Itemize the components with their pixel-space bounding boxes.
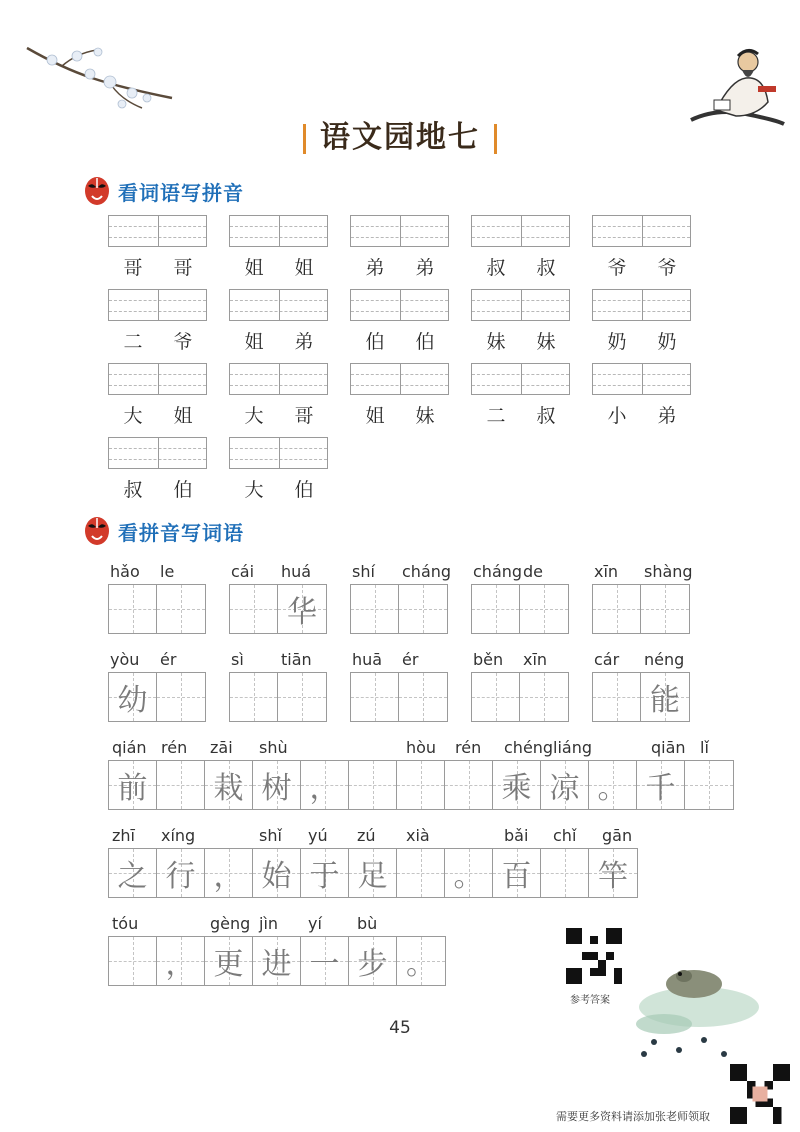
word-char: 叔	[486, 257, 506, 279]
box-divider	[642, 216, 643, 246]
word-char: 大	[123, 405, 143, 427]
hint-character: 幼	[117, 683, 148, 718]
pinyin-label: huá	[281, 562, 312, 581]
character-cell[interactable]	[157, 849, 205, 897]
title-text: 语文园地七	[320, 120, 480, 155]
box-divider	[158, 438, 159, 468]
word-char: 爷	[173, 331, 193, 353]
word-char: 妹	[536, 331, 556, 353]
word-char: 姐	[294, 257, 314, 279]
word-label	[592, 401, 692, 428]
hint-character: 于	[309, 859, 340, 894]
word-char: 哥	[294, 405, 314, 427]
pinyin-label: tiān	[281, 650, 312, 669]
box-divider	[279, 438, 280, 468]
hint-character: 更	[213, 947, 244, 982]
word-char: 妹	[486, 331, 506, 353]
frog-on-lotus-icon	[624, 962, 774, 1062]
pinyin-label: gān	[602, 826, 633, 845]
box-divider	[400, 364, 401, 394]
pinyin-writing-box[interactable]	[108, 437, 207, 469]
word-char: 哥	[123, 257, 143, 279]
hint-character: 竿	[598, 859, 628, 894]
plum-blossom-branch-icon	[22, 38, 182, 113]
word-char: 弟	[294, 331, 314, 353]
hint-character: 能	[650, 683, 680, 718]
pinyin-label: le	[160, 562, 175, 581]
word-char: 姐	[244, 257, 264, 279]
pinyin-writing-box[interactable]	[592, 289, 691, 321]
pinyin-label: cár	[594, 650, 620, 669]
hint-character: ，	[213, 859, 244, 894]
word-label	[108, 401, 208, 428]
word-char: 二	[123, 331, 143, 353]
pinyin-writing-box[interactable]	[229, 437, 328, 469]
word-label	[471, 401, 571, 428]
pinyin-label: xīn	[594, 562, 619, 581]
word-label	[108, 475, 208, 502]
character-cell[interactable]	[399, 673, 447, 721]
hint-character: 之	[117, 859, 148, 894]
character-cell[interactable]	[109, 761, 157, 809]
pinyin-label: yí	[308, 914, 322, 933]
word-label	[108, 253, 208, 280]
pinyin-writing-box[interactable]	[471, 289, 570, 321]
character-grid	[350, 672, 448, 722]
word-char: 伯	[294, 479, 314, 501]
pinyin-writing-box[interactable]	[108, 215, 207, 247]
sentence-grid	[108, 760, 734, 810]
pinyin-label: yòu	[110, 650, 140, 669]
bottom-note: 需要更多资料请添加张老师领取	[556, 1110, 710, 1123]
hint-character: 华	[287, 595, 317, 630]
character-cell[interactable]	[593, 673, 641, 721]
character-cell[interactable]	[109, 937, 157, 985]
box-divider	[279, 290, 280, 320]
pinyin-writing-box[interactable]	[471, 363, 570, 395]
pinyin-writing-box[interactable]	[350, 363, 449, 395]
character-grid	[471, 584, 569, 634]
word-char: 伯	[415, 331, 435, 353]
character-cell[interactable]	[349, 849, 397, 897]
qr-code-icon	[566, 928, 622, 984]
pinyin-writing-box[interactable]	[592, 363, 691, 395]
pinyin-label: gèng	[210, 914, 251, 933]
hint-character: 乘	[501, 771, 532, 806]
sentence-grid	[108, 848, 638, 898]
word-char: 叔	[536, 257, 556, 279]
section-heading: 看拼音写词语	[118, 520, 244, 545]
character-cell[interactable]	[109, 673, 157, 721]
pinyin-label: hòu	[406, 738, 437, 757]
box-divider	[279, 216, 280, 246]
character-cell[interactable]	[109, 585, 157, 633]
word-label	[108, 327, 208, 354]
character-grid	[592, 672, 690, 722]
hint-character: 。	[406, 947, 436, 982]
character-cell[interactable]	[397, 761, 445, 809]
character-cell[interactable]	[349, 937, 397, 985]
hint-character: 行	[165, 859, 196, 894]
character-cell[interactable]	[157, 673, 205, 721]
character-cell[interactable]	[637, 761, 685, 809]
hint-character: 始	[261, 859, 292, 894]
box-divider	[279, 364, 280, 394]
character-cell[interactable]	[253, 849, 301, 897]
character-cell[interactable]	[445, 849, 493, 897]
box-divider	[158, 216, 159, 246]
pinyin-writing-box[interactable]	[471, 215, 570, 247]
pinyin-label: cháng	[473, 562, 523, 581]
word-label	[350, 401, 450, 428]
word-label	[592, 327, 692, 354]
character-grid	[592, 584, 690, 634]
word-char: 大	[244, 479, 264, 501]
hint-character: 。	[597, 771, 628, 806]
character-cell[interactable]	[157, 585, 205, 633]
pinyin-label: xíng	[161, 826, 196, 845]
box-divider	[642, 290, 643, 320]
pinyin-label: sì	[231, 650, 244, 669]
word-label	[471, 327, 571, 354]
character-cell[interactable]	[301, 761, 349, 809]
pinyin-label: liáng	[553, 738, 592, 757]
pinyin-writing-box[interactable]	[229, 363, 328, 395]
pinyin-label: shǐ	[259, 826, 282, 845]
pinyin-label: chǐ	[553, 826, 577, 845]
pinyin-label: zhī	[112, 826, 135, 845]
word-char: 姐	[365, 405, 385, 427]
character-cell[interactable]	[541, 761, 589, 809]
word-char: 弟	[415, 257, 435, 279]
word-char: 大	[244, 405, 264, 427]
pinyin-label: yú	[308, 826, 328, 845]
character-cell[interactable]	[399, 585, 447, 633]
character-cell[interactable]	[493, 761, 541, 809]
pinyin-writing-box[interactable]	[108, 363, 207, 395]
qr-caption: 参考答案	[570, 995, 610, 1006]
character-cell[interactable]	[541, 849, 589, 897]
character-cell[interactable]	[253, 937, 301, 985]
pinyin-label: qiān	[651, 738, 686, 757]
character-grid	[350, 584, 448, 634]
pinyin-label: bù	[357, 914, 378, 933]
character-cell[interactable]	[278, 673, 326, 721]
word-label	[229, 401, 329, 428]
pinyin-label: cái	[231, 562, 255, 581]
character-cell[interactable]	[109, 849, 157, 897]
word-char: 姐	[244, 331, 264, 353]
hint-character: 千	[645, 771, 676, 806]
pinyin-label: tóu	[112, 914, 139, 933]
character-cell[interactable]	[589, 849, 637, 897]
word-char: 爷	[657, 257, 677, 279]
character-cell[interactable]	[278, 585, 326, 633]
pinyin-label: bǎi	[504, 826, 529, 845]
hint-character: 栽	[213, 771, 244, 806]
title-bar-right	[494, 124, 497, 154]
page-title	[0, 112, 800, 156]
character-cell[interactable]	[397, 849, 445, 897]
word-char: 奶	[607, 331, 627, 353]
pinyin-writing-box[interactable]	[350, 215, 449, 247]
character-cell[interactable]	[520, 585, 568, 633]
sentence-grid	[108, 936, 446, 986]
section-heading: 看词语写拼音	[118, 180, 244, 205]
character-cell[interactable]	[685, 761, 733, 809]
section-header-1	[84, 176, 244, 206]
box-divider	[521, 364, 522, 394]
pinyin-label: zāi	[210, 738, 233, 757]
pinyin-label: lǐ	[700, 738, 709, 757]
word-label	[229, 253, 329, 280]
opera-mask-icon	[84, 516, 110, 546]
word-char: 小	[607, 405, 627, 427]
hint-character: ，	[165, 947, 196, 982]
pinyin-writing-box[interactable]	[229, 215, 328, 247]
character-cell[interactable]	[253, 761, 301, 809]
character-cell[interactable]	[493, 849, 541, 897]
character-cell[interactable]	[641, 673, 689, 721]
box-divider	[642, 364, 643, 394]
pinyin-label: jìn	[259, 914, 279, 933]
hint-character: 前	[117, 771, 148, 806]
word-char: 叔	[536, 405, 556, 427]
pinyin-label: huā	[352, 650, 383, 669]
hint-character: 足	[357, 859, 388, 894]
character-cell[interactable]	[472, 585, 520, 633]
pinyin-writing-box[interactable]	[229, 289, 328, 321]
word-char: 妹	[415, 405, 435, 427]
character-grid	[229, 672, 327, 722]
pinyin-label: ér	[160, 650, 177, 669]
word-label	[229, 327, 329, 354]
word-char: 二	[486, 405, 506, 427]
pinyin-label: néng	[644, 650, 685, 669]
section-header-2	[84, 516, 244, 546]
hint-character: 步	[357, 947, 388, 982]
character-cell[interactable]	[351, 585, 399, 633]
box-divider	[400, 290, 401, 320]
character-cell[interactable]	[349, 761, 397, 809]
title-bar-left	[303, 124, 306, 154]
word-char: 伯	[365, 331, 385, 353]
pinyin-writing-box[interactable]	[592, 215, 691, 247]
character-grid	[108, 672, 206, 722]
pinyin-label: shí	[352, 562, 375, 581]
pinyin-writing-box[interactable]	[108, 289, 207, 321]
character-cell[interactable]	[157, 761, 205, 809]
pinyin-label: xià	[406, 826, 430, 845]
pinyin-label: rén	[161, 738, 188, 757]
pinyin-label: zú	[357, 826, 376, 845]
word-label	[350, 253, 450, 280]
hint-character: 。	[453, 859, 484, 894]
box-divider	[521, 290, 522, 320]
character-cell[interactable]	[445, 761, 493, 809]
character-cell[interactable]	[589, 761, 637, 809]
word-char: 弟	[657, 405, 677, 427]
character-grid	[471, 672, 569, 722]
character-cell[interactable]	[230, 673, 278, 721]
pinyin-label: běn	[473, 650, 504, 669]
pinyin-label: qián	[112, 738, 147, 757]
box-divider	[400, 216, 401, 246]
character-cell[interactable]	[205, 849, 253, 897]
pinyin-label: shù	[259, 738, 288, 757]
page-number: 45	[389, 1018, 411, 1038]
pinyin-label: hǎo	[110, 562, 140, 581]
word-char: 爷	[607, 257, 627, 279]
word-char: 叔	[123, 479, 143, 501]
word-char: 弟	[365, 257, 385, 279]
word-char: 姐	[173, 405, 193, 427]
character-cell[interactable]	[593, 585, 641, 633]
hint-character: 进	[261, 947, 292, 982]
character-cell[interactable]	[520, 673, 568, 721]
character-cell[interactable]	[301, 937, 349, 985]
character-grid	[229, 584, 327, 634]
pinyin-writing-box[interactable]	[350, 289, 449, 321]
word-char: 奶	[657, 331, 677, 353]
box-divider	[158, 364, 159, 394]
character-cell[interactable]	[157, 937, 205, 985]
word-label	[471, 253, 571, 280]
box-divider	[158, 290, 159, 320]
pinyin-label: de	[523, 562, 543, 581]
pinyin-label: xīn	[523, 650, 548, 669]
character-cell[interactable]	[351, 673, 399, 721]
character-cell[interactable]	[641, 585, 689, 633]
word-label	[592, 253, 692, 280]
hint-character: 凉	[549, 771, 580, 806]
hint-character: ，	[309, 771, 340, 806]
word-label	[229, 475, 329, 502]
hint-character: 树	[261, 771, 292, 806]
character-cell[interactable]	[205, 761, 253, 809]
pinyin-label: ér	[402, 650, 419, 669]
character-cell[interactable]	[205, 937, 253, 985]
word-char: 伯	[173, 479, 193, 501]
character-grid	[108, 584, 206, 634]
pinyin-label: rén	[455, 738, 482, 757]
pinyin-label: shàng	[644, 562, 693, 581]
character-cell[interactable]	[230, 585, 278, 633]
hint-character: 百	[501, 859, 532, 894]
opera-mask-icon	[84, 176, 110, 206]
character-cell[interactable]	[472, 673, 520, 721]
character-cell[interactable]	[301, 849, 349, 897]
character-cell[interactable]	[397, 937, 445, 985]
word-label	[350, 327, 450, 354]
hint-character: 一	[309, 947, 340, 982]
word-char: 哥	[173, 257, 193, 279]
pinyin-label: cháng	[402, 562, 452, 581]
pinyin-label: chéng	[504, 738, 554, 757]
qr-code-icon	[730, 1064, 790, 1124]
box-divider	[521, 216, 522, 246]
